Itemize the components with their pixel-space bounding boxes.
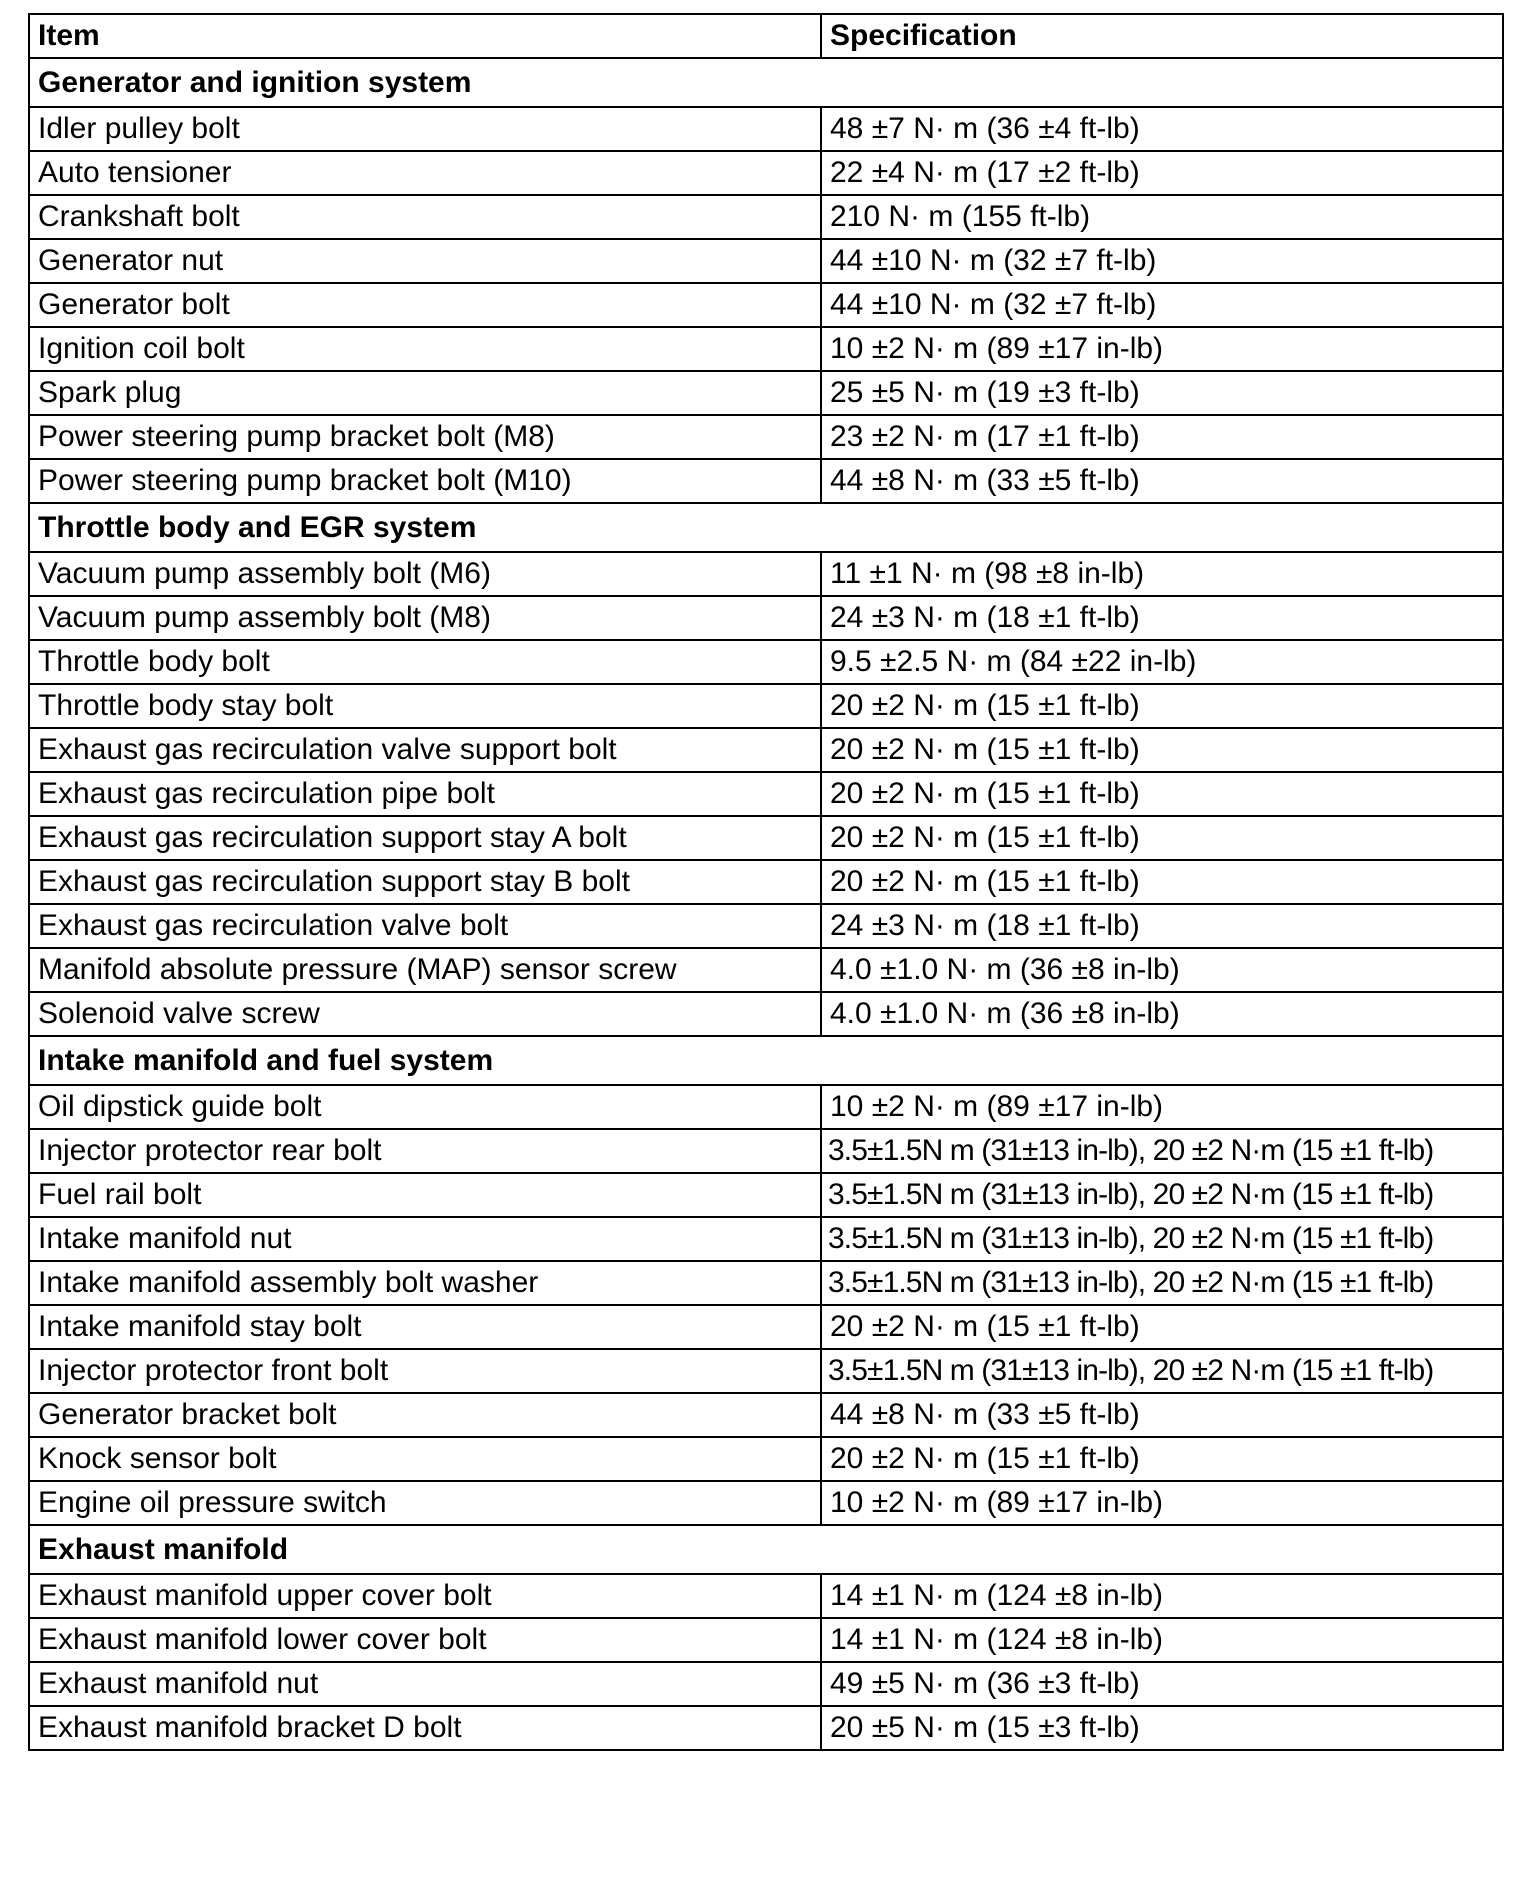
specification-cell: 49 ±5 N· m (36 ±3 ft-lb) [821,1662,1503,1706]
table-row [29,1706,1503,1750]
table-body [29,14,1503,1750]
specification-cell: 20 ±2 N· m (15 ±1 ft-lb) [821,684,1503,728]
table-row [29,728,1503,772]
table-row [29,1085,1503,1129]
specification-cell: 3.5±1.5N m (31±13 in-lb), 20 ±2 N·m (15 ±1 ft-lb) [821,1173,1503,1217]
item-cell: Intake manifold assembly bolt washer [29,1261,821,1305]
item-cell: Exhaust manifold upper cover bolt [29,1574,821,1618]
item-cell: Throttle body stay bolt [29,684,821,728]
specification-cell: 10 ±2 N· m (89 ±17 in-lb) [821,1481,1503,1525]
specification-cell: 3.5±1.5N m (31±13 in-lb), 20 ±2 N·m (15 ±1 ft-lb) [821,1349,1503,1393]
item-cell: Manifold absolute pressure (MAP) sensor screw [29,948,821,992]
specification-cell: 3.5±1.5N m (31±13 in-lb), 20 ±2 N·m (15 ±1 ft-lb) [821,1261,1503,1305]
table-row [29,904,1503,948]
column-header-item: Item [29,14,821,58]
item-cell: Crankshaft bolt [29,195,821,239]
item-cell: Vacuum pump assembly bolt (M6) [29,552,821,596]
specification-cell: 3.5±1.5N m (31±13 in-lb), 20 ±2 N·m (15 ±1 ft-lb) [821,1217,1503,1261]
item-cell: Exhaust manifold lower cover bolt [29,1618,821,1662]
specification-cell: 44 ±8 N· m (33 ±5 ft-lb) [821,1393,1503,1437]
table-row [29,283,1503,327]
specification-cell: 24 ±3 N· m (18 ±1 ft-lb) [821,596,1503,640]
item-cell: Exhaust manifold nut [29,1662,821,1706]
specification-cell: 210 N· m (155 ft-lb) [821,195,1503,239]
specification-cell: 20 ±2 N· m (15 ±1 ft-lb) [821,1437,1503,1481]
table-row [29,151,1503,195]
section-title: Exhaust manifold [29,1525,1503,1574]
table-row [29,948,1503,992]
item-cell: Idler pulley bolt [29,107,821,151]
item-cell: Injector protector rear bolt [29,1129,821,1173]
specification-cell: 24 ±3 N· m (18 ±1 ft-lb) [821,904,1503,948]
item-cell: Generator bolt [29,283,821,327]
table-row [29,1349,1503,1393]
item-cell: Exhaust gas recirculation pipe bolt [29,772,821,816]
item-cell: Knock sensor bolt [29,1437,821,1481]
column-header-specification: Specification [821,14,1503,58]
specification-cell: 10 ±2 N· m (89 ±17 in-lb) [821,1085,1503,1129]
specification-cell: 14 ±1 N· m (124 ±8 in-lb) [821,1574,1503,1618]
table-row [29,1129,1503,1173]
table-row [29,1618,1503,1662]
item-cell: Ignition coil bolt [29,327,821,371]
specification-cell: 44 ±10 N· m (32 ±7 ft-lb) [821,239,1503,283]
table-row [29,1305,1503,1349]
specification-cell: 25 ±5 N· m (19 ±3 ft-lb) [821,371,1503,415]
item-cell: Vacuum pump assembly bolt (M8) [29,596,821,640]
specification-cell: 20 ±2 N· m (15 ±1 ft-lb) [821,772,1503,816]
specification-cell: 4.0 ±1.0 N· m (36 ±8 in-lb) [821,948,1503,992]
table-row [29,459,1503,503]
item-cell: Engine oil pressure switch [29,1481,821,1525]
specification-cell: 44 ±8 N· m (33 ±5 ft-lb) [821,459,1503,503]
specification-cell: 3.5±1.5N m (31±13 in-lb), 20 ±2 N·m (15 ±1 ft-lb) [821,1129,1503,1173]
specification-cell: 44 ±10 N· m (32 ±7 ft-lb) [821,283,1503,327]
item-cell: Exhaust gas recirculation valve bolt [29,904,821,948]
section-exhaust-manifold [29,1525,1503,1574]
table-row [29,1437,1503,1481]
specification-cell: 10 ±2 N· m (89 ±17 in-lb) [821,327,1503,371]
table-row [29,371,1503,415]
item-cell: Power steering pump bracket bolt (M8) [29,415,821,459]
table-row [29,107,1503,151]
table-row [29,684,1503,728]
item-cell: Oil dipstick guide bolt [29,1085,821,1129]
item-cell: Exhaust manifold bracket D bolt [29,1706,821,1750]
item-cell: Exhaust gas recirculation support stay A bolt [29,816,821,860]
table-row [29,1393,1503,1437]
section-title: Generator and ignition system [29,58,1503,107]
specification-cell: 20 ±2 N· m (15 ±1 ft-lb) [821,860,1503,904]
item-cell: Intake manifold stay bolt [29,1305,821,1349]
item-cell: Exhaust gas recirculation support stay B bolt [29,860,821,904]
item-cell: Generator bracket bolt [29,1393,821,1437]
table-row [29,327,1503,371]
section-intake-manifold-and-fuel-system [29,1036,1503,1085]
specification-cell: 9.5 ±2.5 N· m (84 ±22 in-lb) [821,640,1503,684]
specification-cell: 22 ±4 N· m (17 ±2 ft-lb) [821,151,1503,195]
table-row [29,860,1503,904]
table-row [29,640,1503,684]
table-row [29,1261,1503,1305]
specification-cell: 48 ±7 N· m (36 ±4 ft-lb) [821,107,1503,151]
specification-cell: 20 ±5 N· m (15 ±3 ft-lb) [821,1706,1503,1750]
specification-cell: 20 ±2 N· m (15 ±1 ft-lb) [821,816,1503,860]
item-cell: Solenoid valve screw [29,992,821,1036]
item-cell: Intake manifold nut [29,1217,821,1261]
torque-specification-table [28,13,1504,1751]
table-row [29,1662,1503,1706]
section-throttle-body-and-egr-system [29,503,1503,552]
table-row [29,1173,1503,1217]
table-row [29,992,1503,1036]
specification-cell: 11 ±1 N· m (98 ±8 in-lb) [821,552,1503,596]
table-row [29,596,1503,640]
specification-cell: 23 ±2 N· m (17 ±1 ft-lb) [821,415,1503,459]
item-cell: Generator nut [29,239,821,283]
table-row [29,772,1503,816]
specification-cell: 20 ±2 N· m (15 ±1 ft-lb) [821,1305,1503,1349]
item-cell: Fuel rail bolt [29,1173,821,1217]
table-row [29,1217,1503,1261]
section-generator-and-ignition-system [29,58,1503,107]
table-row [29,195,1503,239]
item-cell: Auto tensioner [29,151,821,195]
specification-cell: 14 ±1 N· m (124 ±8 in-lb) [821,1618,1503,1662]
table-row [29,415,1503,459]
section-title: Intake manifold and fuel system [29,1036,1503,1085]
specification-cell: 20 ±2 N· m (15 ±1 ft-lb) [821,728,1503,772]
item-cell: Throttle body bolt [29,640,821,684]
item-cell: Power steering pump bracket bolt (M10) [29,459,821,503]
table-row [29,239,1503,283]
table-row [29,1481,1503,1525]
item-cell: Spark plug [29,371,821,415]
table-row [29,816,1503,860]
specification-cell: 4.0 ±1.0 N· m (36 ±8 in-lb) [821,992,1503,1036]
table-header-row [29,14,1503,58]
item-cell: Injector protector front bolt [29,1349,821,1393]
section-title: Throttle body and EGR system [29,503,1503,552]
table-row [29,552,1503,596]
table-row [29,1574,1503,1618]
item-cell: Exhaust gas recirculation valve support bolt [29,728,821,772]
